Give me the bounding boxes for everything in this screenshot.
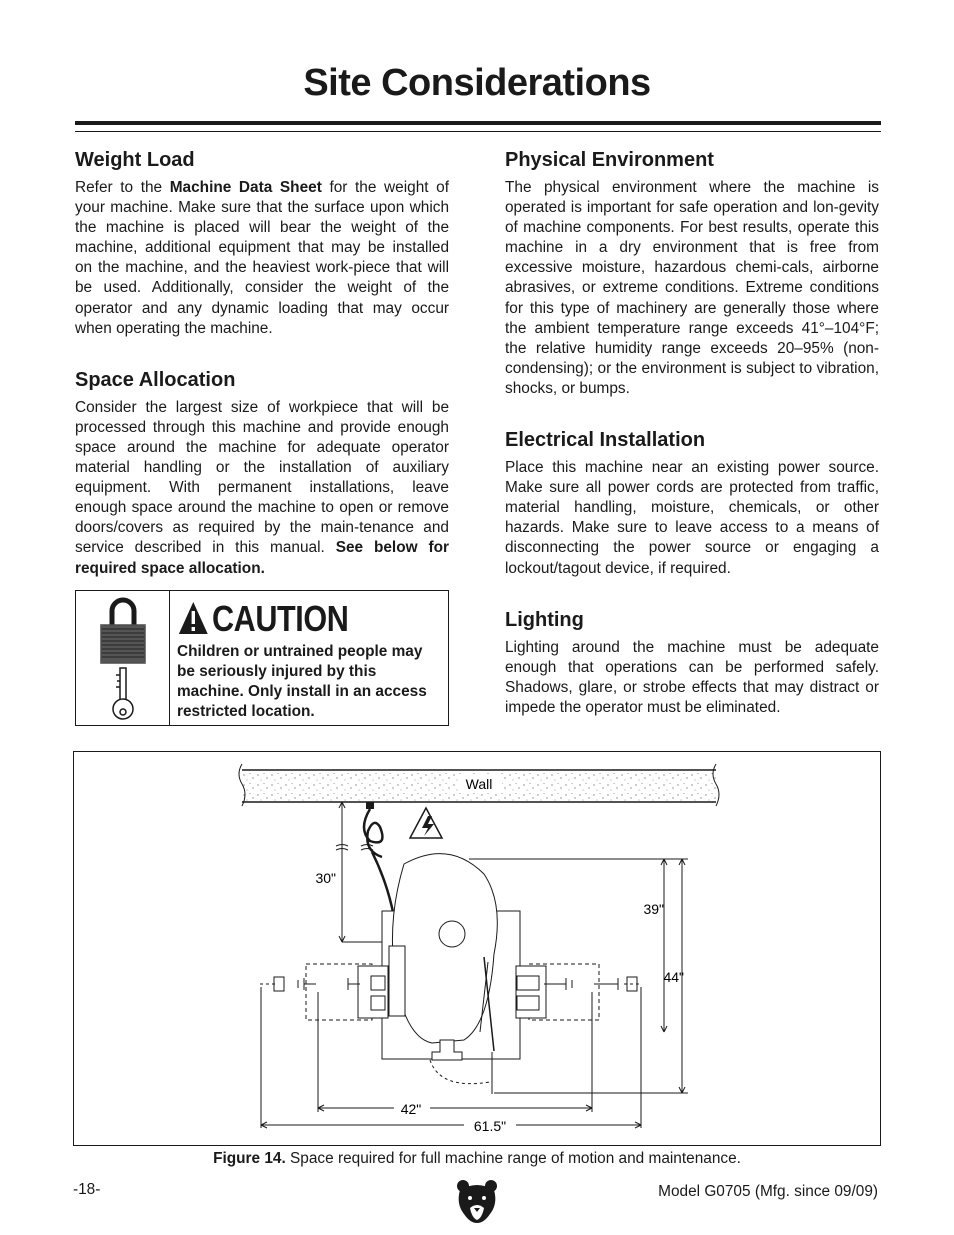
bear-logo-icon [456,1178,498,1229]
padlock-icon [101,600,145,663]
caution-message: Children or untrained people may be seriously injured by this machine. Only install in an access restricted location. [177,643,427,721]
lighting-heading: Lighting [505,608,584,631]
weight-load-text: Refer to the Machine Data Sheet for the weight of your machine. Make sure that the surface upon which the machine is placed will bear the weight of the machine, additional equipment that may be installed on the machine, and the heaviest work-piece that will be used. Additionally, consider the weight of the operator and any dynamic loading that may occur when operating the machine. [75,179,449,337]
lighting-text: Lighting around the machine must be adequate enough that operations can be performed safely. Shadows, glare, or strobe effects that may distract or impede the operator must be eliminated. [505,638,879,716]
caution-box [75,590,449,726]
wall [239,764,719,806]
dim-61-5-label: 61.5" [473,1118,507,1134]
electrical-hazard-icon [410,808,442,838]
figure-caption: Figure 14. Space required for full machine range of motion and maintenance. [213,1150,741,1167]
machine-outline [260,854,640,1094]
physical-environment-text: The physical environment where the machine is operated is important for safe operation and lon-gevity of machine components. For best results, operate this machine in a dry environment that is free from excessive moisture, hazardous chemi-cals, airborne abrasives, or extreme conditions. Extreme conditions for this type of machinery are generally those where the ambient temperature range exceeds 41°–104°F; the relative humidity range exceeds 20–95% (non-condensing); or the environment is subject to vibration, shocks, or bumps. [505,179,879,397]
right-column [505,148,879,718]
title-rule-thin [75,131,881,132]
physical-environment-heading: Physical Environment [505,149,714,171]
electrical-installation-text: Place this machine near an existing power source. Make sure all power cords are protected from traffic, material handling, moisture, chemicals, or other hazards. Make sure to leave access to a means of disconnecting the power source or engaging a lockout/tagout device, if required. [505,459,879,577]
dim-44-label: 44" [663,969,684,985]
dim-42-label: 42" [400,1101,422,1117]
page-title: Site Considerations [303,62,651,104]
left-column [75,148,449,579]
space-diagram [74,752,880,1145]
space-allocation-heading: Space Allocation [75,368,236,391]
weight-load-heading: Weight Load [75,149,195,171]
electrical-installation-heading: Electrical Installation [505,429,706,452]
model-info: Model G0705 (Mfg. since 09/09) [658,1183,878,1200]
caution-heading: CAUTION [178,597,348,641]
dim-30-label: 30" [315,870,336,886]
title-rule-thick [75,121,881,125]
lockout-icons [76,591,170,725]
key-icon [113,668,133,719]
figure-14 [73,751,881,1146]
warning-triangle-icon [178,601,209,635]
dim-39-label: 39" [643,901,664,917]
space-allocation-text: Consider the largest size of workpiece that will be processed through this machine and provide enough space around the machine for adequate operator material handling or the installation of auxiliary equipment. With permanent installations, leave enough space around the machine to open or remove doors/covers as required by the main-tenance and service described in this manual. See below for required space allocation. [75,398,450,577]
wall-label: Wall [465,776,493,792]
page-number: -18- [73,1181,101,1198]
